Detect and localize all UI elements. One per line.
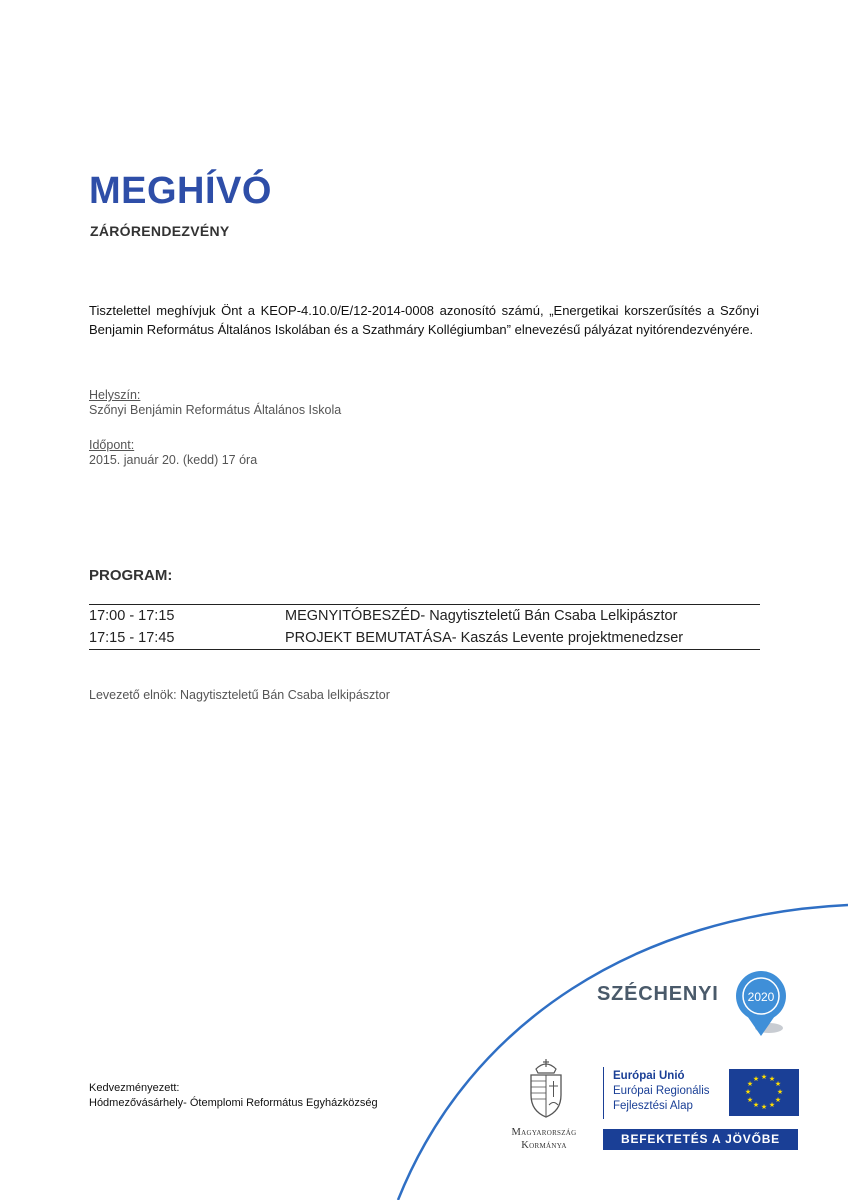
- eu-text: [613, 1069, 710, 1114]
- moderator-text: Levezető elnök: Nagytiszteletű Bán Csaba lelkipásztor: [89, 688, 390, 702]
- program-description: MEGNYITÓBESZÉD- Nagytiszteletű Bán Csaba Lelkipásztor: [285, 608, 678, 624]
- program-row: [89, 627, 760, 649]
- program-time: 17:15 - 17:45: [89, 630, 175, 646]
- program-time: 17:00 - 17:15: [89, 608, 175, 624]
- beneficiary-block: [89, 1081, 378, 1111]
- svg-text:★: ★: [746, 1096, 754, 1104]
- time-value: 2015. január 20. (kedd) 17 óra: [89, 453, 258, 467]
- eu-title: Európai Unió: [613, 1070, 685, 1082]
- coat-of-arms-icon: [523, 1057, 569, 1123]
- eu-fund-line-2: Fejlesztési Alap: [613, 1100, 693, 1112]
- svg-text:★: ★: [760, 1073, 768, 1081]
- page-subtitle: ZÁRÓRENDEZVÉNY: [90, 223, 230, 239]
- beneficiary-label: Kedvezményezett:: [89, 1082, 180, 1094]
- svg-text:★: ★: [774, 1096, 782, 1104]
- page-title: MEGHÍVÓ: [89, 170, 272, 212]
- program-row: [89, 605, 760, 627]
- location-label: Helyszín:: [89, 388, 141, 402]
- eu-fund-line-1: Európai Regionális: [613, 1085, 710, 1097]
- svg-text:★: ★: [752, 1101, 760, 1109]
- program-description: PROJEKT BEMUTATÁSA- Kaszás Levente projektmenedzser: [285, 630, 684, 646]
- svg-text:★: ★: [774, 1080, 782, 1088]
- eu-logo-block: [603, 1067, 799, 1119]
- intro-paragraph: Tisztelettel meghívjuk Önt a KEOP-4.10.0/E/12-2014-0008 azonosító számú, „Energetikai korszerűsítés a Szőnyi Benjamin Református Általános Iskolában és a Szathmáry Kollégiumban” elnevezésű pályázat nyitórendezvényére.: [89, 303, 759, 337]
- beneficiary-name: Hódmezővásárhely- Ótemplomi Református Egyházközség: [89, 1097, 378, 1109]
- location-block: [89, 388, 341, 417]
- svg-text:★: ★: [768, 1101, 776, 1109]
- eu-flag-icon: [729, 1069, 799, 1116]
- szechenyi-pin-icon: [733, 968, 793, 1038]
- szechenyi-year: 2020: [747, 990, 775, 1004]
- svg-text:★: ★: [752, 1075, 760, 1083]
- svg-text:★: ★: [746, 1080, 754, 1088]
- government-name: [493, 1126, 595, 1152]
- svg-text:★: ★: [776, 1088, 784, 1096]
- svg-text:★: ★: [744, 1088, 752, 1096]
- location-value: Szőnyi Benjámin Református Általános Iskola: [89, 403, 342, 417]
- szechenyi-logo-text: SZÉCHENYI: [597, 983, 719, 1005]
- svg-text:★: ★: [760, 1103, 768, 1111]
- program-heading: PROGRAM:: [89, 567, 173, 584]
- svg-text:★: ★: [768, 1075, 776, 1083]
- government-line-1: Magyarország: [511, 1127, 577, 1138]
- time-label: Időpont:: [89, 438, 135, 452]
- invest-banner: BEFEKTETÉS A JÖVŐBE: [603, 1129, 798, 1150]
- time-block: [89, 438, 257, 467]
- government-line-2: Kormánya: [521, 1140, 567, 1151]
- program-table: [89, 604, 760, 650]
